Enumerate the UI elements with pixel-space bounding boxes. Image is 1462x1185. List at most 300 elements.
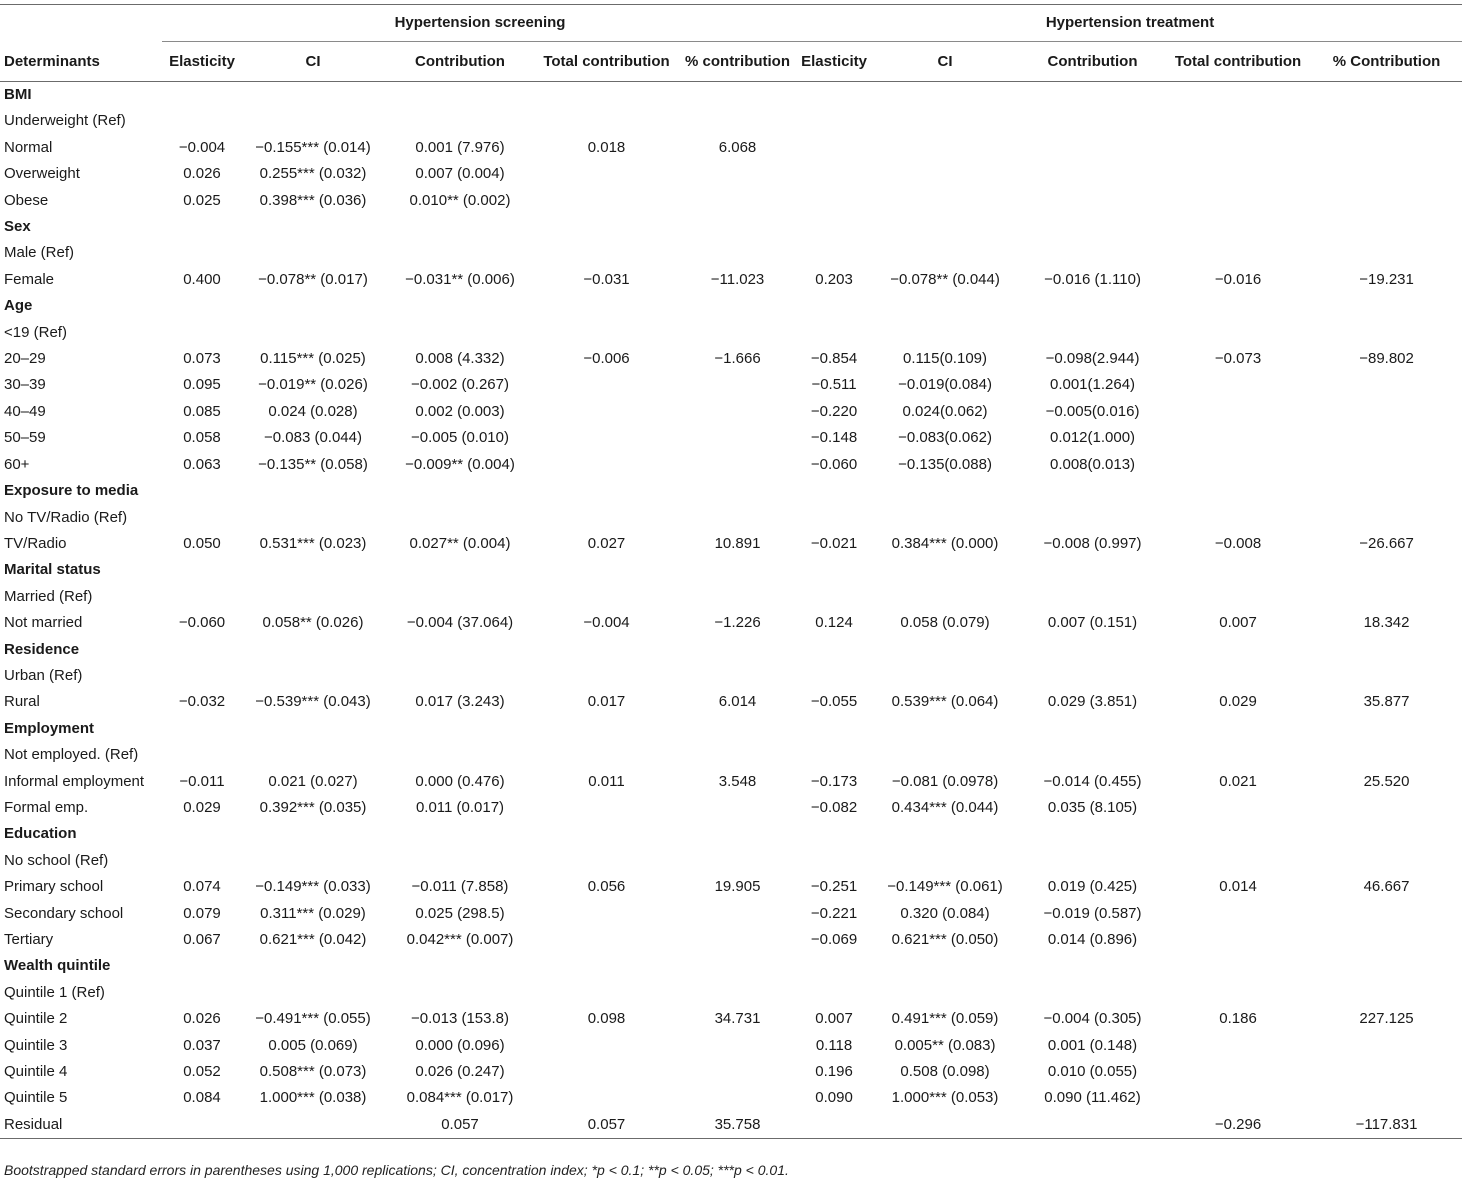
column-header: Contribution bbox=[384, 42, 536, 82]
table-cell: 0.084*** (0.017) bbox=[406, 1089, 514, 1107]
empty-cell bbox=[677, 821, 798, 847]
table-cell: 0.029 bbox=[183, 798, 221, 816]
table-cell bbox=[677, 505, 798, 531]
table-cell bbox=[384, 584, 536, 610]
table-row bbox=[0, 1112, 1462, 1139]
table-cell: −0.069 bbox=[810, 931, 858, 948]
table-cell bbox=[242, 848, 384, 874]
table-cell bbox=[384, 108, 536, 134]
table-row bbox=[0, 1085, 1462, 1111]
empty-cell bbox=[242, 557, 384, 583]
table-cell bbox=[162, 320, 242, 346]
table-cell: −0.006 bbox=[583, 350, 630, 368]
row-label: Urban (Ref) bbox=[4, 666, 83, 684]
table-cell bbox=[677, 108, 798, 134]
table-cell bbox=[677, 584, 798, 610]
table-cell bbox=[1020, 240, 1165, 266]
table-row bbox=[0, 1006, 1462, 1032]
table-cell bbox=[677, 1033, 798, 1059]
row-label: <19 (Ref) bbox=[4, 323, 67, 341]
table-cell: −0.005(0.016) bbox=[1045, 402, 1140, 420]
section-row bbox=[0, 557, 1462, 583]
table-cell: −0.491*** (0.055) bbox=[255, 1010, 371, 1028]
table-row bbox=[0, 267, 1462, 293]
table-cell bbox=[1020, 135, 1165, 161]
table-row bbox=[0, 610, 1462, 636]
table-cell bbox=[162, 584, 242, 610]
table-cell: 19.905 bbox=[714, 878, 761, 896]
empty-cell bbox=[798, 821, 870, 847]
row-label: Underweight (Ref) bbox=[4, 112, 126, 130]
table-cell bbox=[677, 240, 798, 266]
table-row bbox=[0, 346, 1462, 372]
table-cell bbox=[536, 795, 677, 821]
empty-cell bbox=[677, 637, 798, 663]
table-cell bbox=[384, 663, 536, 689]
table-row bbox=[0, 927, 1462, 953]
table-cell: −0.004 (37.064) bbox=[406, 614, 514, 632]
table-cell: 0.002 (0.003) bbox=[415, 402, 505, 420]
row-label: Overweight bbox=[4, 165, 80, 183]
table-cell: 0.115*** (0.025) bbox=[260, 350, 366, 368]
empty-cell bbox=[1165, 716, 1311, 742]
section-label: Education bbox=[4, 825, 77, 843]
table-cell bbox=[536, 980, 677, 1006]
table-cell: −0.011 bbox=[179, 772, 225, 790]
table-cell: 0.050 bbox=[183, 534, 221, 552]
table-cell bbox=[1020, 742, 1165, 768]
empty-cell bbox=[677, 953, 798, 979]
empty-cell bbox=[1165, 821, 1311, 847]
section-label: Wealth quintile bbox=[4, 957, 111, 975]
section-label: Age bbox=[4, 297, 33, 315]
table-cell bbox=[677, 795, 798, 821]
table-cell: 1.000*** (0.053) bbox=[891, 1089, 999, 1107]
empty-cell bbox=[536, 821, 677, 847]
table-cell: −0.004 (0.305) bbox=[1043, 1010, 1142, 1028]
table-cell bbox=[1165, 161, 1311, 187]
table-cell bbox=[1165, 399, 1311, 425]
table-cell bbox=[677, 399, 798, 425]
table-cell: 0.085 bbox=[183, 402, 221, 420]
empty-cell bbox=[536, 478, 677, 504]
table-cell bbox=[1020, 848, 1165, 874]
table-cell: −0.016 bbox=[1214, 270, 1262, 288]
table-cell: 0.073 bbox=[183, 350, 221, 368]
table-cell: 0.384*** (0.000) bbox=[891, 534, 999, 552]
empty-cell bbox=[798, 716, 870, 742]
table-cell bbox=[1165, 1033, 1311, 1059]
section-row bbox=[0, 953, 1462, 979]
table-cell: 46.667 bbox=[1363, 878, 1410, 896]
table-cell: −0.008 (0.997) bbox=[1043, 534, 1142, 552]
table-cell: −117.831 bbox=[1311, 1112, 1462, 1139]
empty-cell bbox=[1020, 637, 1165, 663]
empty-cell bbox=[870, 293, 1020, 319]
column-header: Determinants bbox=[0, 42, 162, 82]
empty-cell bbox=[1165, 214, 1311, 240]
table-cell bbox=[1311, 240, 1462, 266]
table-cell bbox=[536, 927, 677, 953]
column-header: Total contribution bbox=[1165, 42, 1311, 82]
table-cell bbox=[242, 584, 384, 610]
table-cell: 0.621*** (0.042) bbox=[259, 931, 367, 948]
empty-cell bbox=[1165, 293, 1311, 319]
empty-cell bbox=[870, 82, 1020, 109]
row-label: Male (Ref) bbox=[4, 244, 75, 262]
table-cell: −0.019** (0.026) bbox=[258, 376, 368, 394]
table-cell: −11.023 bbox=[710, 270, 765, 288]
table-cell: 0.026 bbox=[183, 165, 221, 183]
table-cell bbox=[1165, 452, 1311, 478]
table-cell: −0.060 bbox=[810, 455, 858, 473]
column-header: % Contribution bbox=[1311, 42, 1462, 82]
table-cell bbox=[242, 108, 384, 134]
table-cell: −0.098(2.944) bbox=[1045, 350, 1140, 368]
row-label: Quintile 2 bbox=[4, 1010, 68, 1028]
table-cell bbox=[242, 240, 384, 266]
table-cell: −26.667 bbox=[1359, 534, 1414, 552]
table-cell bbox=[870, 135, 1020, 161]
table-cell bbox=[162, 1112, 242, 1139]
empty-cell bbox=[870, 214, 1020, 240]
table-cell: −0.078** (0.044) bbox=[890, 270, 1000, 288]
empty-cell bbox=[536, 637, 677, 663]
table-cell bbox=[677, 1059, 798, 1085]
table-cell bbox=[162, 108, 242, 134]
empty-cell bbox=[242, 478, 384, 504]
table-cell: −0.073 bbox=[1214, 350, 1262, 368]
table-cell bbox=[536, 848, 677, 874]
table-cell bbox=[798, 505, 870, 531]
table-cell: −0.251 bbox=[810, 878, 858, 896]
section-label: Residence bbox=[4, 640, 80, 658]
empty-cell bbox=[384, 821, 536, 847]
empty-cell bbox=[1311, 637, 1462, 663]
table-cell bbox=[1165, 848, 1311, 874]
table-cell: 3.548 bbox=[718, 772, 757, 790]
table-cell bbox=[798, 161, 870, 187]
table-cell: −0.081 (0.0978) bbox=[891, 772, 999, 790]
header-group-row bbox=[0, 5, 1462, 42]
table-cell bbox=[677, 161, 798, 187]
empty-cell bbox=[162, 821, 242, 847]
table-cell bbox=[1165, 188, 1311, 214]
table-cell: 0.508 (0.098) bbox=[900, 1063, 990, 1081]
table-cell bbox=[798, 188, 870, 214]
table-cell: −0.220 bbox=[810, 402, 858, 420]
table-row bbox=[0, 505, 1462, 531]
table-cell: 0.008 (4.332) bbox=[415, 350, 505, 368]
empty-cell bbox=[162, 637, 242, 663]
table-cell bbox=[536, 1085, 677, 1111]
table-cell: −0.055 bbox=[810, 693, 858, 711]
table-cell: −0.019(0.084) bbox=[898, 376, 992, 394]
table-cell bbox=[1311, 1033, 1462, 1059]
table-cell bbox=[798, 135, 870, 161]
table-cell bbox=[798, 108, 870, 134]
column-header: Total contribution bbox=[536, 42, 677, 82]
table-cell bbox=[536, 320, 677, 346]
empty-cell bbox=[384, 637, 536, 663]
table-cell: 0.057 bbox=[384, 1112, 536, 1139]
table-cell bbox=[1311, 742, 1462, 768]
section-label: Employment bbox=[4, 719, 95, 737]
table-cell bbox=[1311, 795, 1462, 821]
table-cell: −0.005 (0.010) bbox=[411, 429, 509, 447]
table-cell bbox=[242, 742, 384, 768]
table-cell: 0.090 bbox=[815, 1089, 853, 1107]
table-cell: 0.095 bbox=[183, 376, 221, 394]
table-cell: 0.621*** (0.050) bbox=[891, 931, 999, 948]
table-cell: 0.058 (0.079) bbox=[900, 614, 990, 632]
empty-cell bbox=[677, 557, 798, 583]
table-cell: −0.013 (153.8) bbox=[411, 1010, 509, 1028]
empty-cell bbox=[384, 82, 536, 109]
table-row bbox=[0, 848, 1462, 874]
empty-cell bbox=[798, 953, 870, 979]
table-cell bbox=[677, 742, 798, 768]
table-cell: 0.398*** (0.036) bbox=[259, 191, 367, 209]
table-cell: 18.342 bbox=[1363, 614, 1410, 632]
table-cell: −0.511 bbox=[811, 376, 857, 394]
table-cell: 0.027 bbox=[587, 534, 626, 552]
table-cell: 0.025 bbox=[183, 191, 221, 209]
table-row bbox=[0, 742, 1462, 768]
table-cell bbox=[384, 240, 536, 266]
table-cell: 0.508*** (0.073) bbox=[259, 1063, 367, 1081]
table-cell bbox=[1020, 1112, 1165, 1139]
table-cell bbox=[1165, 980, 1311, 1006]
table-row bbox=[0, 689, 1462, 715]
table-cell bbox=[242, 1112, 384, 1139]
table-cell: 0.124 bbox=[815, 614, 853, 632]
table-cell: −0.539*** (0.043) bbox=[255, 693, 371, 711]
empty-cell bbox=[536, 82, 677, 109]
table-cell bbox=[1311, 320, 1462, 346]
table-row bbox=[0, 1059, 1462, 1085]
column-header: CI bbox=[242, 42, 384, 82]
table-cell: 0.057 bbox=[536, 1112, 677, 1139]
table-cell: −0.016 (1.110) bbox=[1044, 270, 1141, 288]
table-cell: 0.017 (3.243) bbox=[415, 693, 505, 711]
table-cell: −0.854 bbox=[810, 350, 858, 368]
table-cell bbox=[1165, 135, 1311, 161]
header-column-row bbox=[0, 42, 1462, 82]
table-cell bbox=[242, 320, 384, 346]
table-cell: −0.148 bbox=[810, 429, 858, 447]
table-cell bbox=[1165, 1059, 1311, 1085]
table-cell: 10.891 bbox=[714, 534, 761, 552]
table-cell bbox=[536, 108, 677, 134]
table-cell: 0.010** (0.002) bbox=[409, 191, 511, 209]
table-cell bbox=[536, 742, 677, 768]
table-cell: 0.018 bbox=[587, 138, 626, 156]
table-cell: −0.014 (0.455) bbox=[1043, 772, 1142, 790]
table-cell bbox=[1165, 320, 1311, 346]
empty-cell bbox=[1311, 821, 1462, 847]
table-cell bbox=[1311, 188, 1462, 214]
table-cell bbox=[1020, 188, 1165, 214]
table-cell bbox=[162, 240, 242, 266]
table-cell: −0.221 bbox=[810, 904, 858, 922]
table-cell bbox=[798, 980, 870, 1006]
table-cell bbox=[1311, 927, 1462, 953]
row-label: Not employed. (Ref) bbox=[4, 746, 139, 764]
table-cell: 0.311*** (0.029) bbox=[260, 904, 366, 922]
empty-cell bbox=[384, 716, 536, 742]
row-label: 30–39 bbox=[4, 376, 46, 394]
row-label: TV/Radio bbox=[4, 534, 67, 552]
empty-cell bbox=[870, 478, 1020, 504]
table-cell bbox=[1165, 240, 1311, 266]
table-cell bbox=[242, 663, 384, 689]
table-cell bbox=[1311, 399, 1462, 425]
empty-cell bbox=[798, 214, 870, 240]
empty-cell bbox=[1165, 478, 1311, 504]
table-cell bbox=[1020, 161, 1165, 187]
table-cell bbox=[1165, 742, 1311, 768]
table-cell bbox=[1311, 1059, 1462, 1085]
table-cell: −0.032 bbox=[178, 693, 226, 711]
empty-cell bbox=[242, 716, 384, 742]
table-cell: 25.520 bbox=[1363, 772, 1410, 790]
empty-cell bbox=[242, 214, 384, 240]
table-cell: 227.125 bbox=[1359, 1010, 1414, 1028]
table-cell: 0.079 bbox=[183, 904, 221, 922]
table-cell: 0.024(0.062) bbox=[902, 402, 988, 420]
empty-cell bbox=[1311, 82, 1462, 109]
table-cell bbox=[1311, 161, 1462, 187]
table-cell bbox=[536, 399, 677, 425]
table-cell bbox=[384, 980, 536, 1006]
empty-cell bbox=[242, 953, 384, 979]
table-cell: 0.001(1.264) bbox=[1049, 376, 1136, 394]
decomposition-table bbox=[0, 4, 1462, 1139]
table-cell: −0.135** (0.058) bbox=[258, 455, 368, 473]
table-cell: 0.026 bbox=[183, 1010, 221, 1028]
table-cell bbox=[677, 1085, 798, 1111]
table-cell: −0.031** (0.006) bbox=[405, 270, 515, 288]
table-cell: 0.491*** (0.059) bbox=[891, 1010, 999, 1028]
table-cell bbox=[536, 505, 677, 531]
table-cell: 0.005 (0.069) bbox=[268, 1036, 358, 1054]
table-cell: 0.531*** (0.023) bbox=[259, 534, 367, 552]
table-cell: −0.078** (0.017) bbox=[258, 270, 368, 288]
section-row bbox=[0, 821, 1462, 847]
empty-cell bbox=[242, 293, 384, 319]
table-cell bbox=[1020, 584, 1165, 610]
table-cell bbox=[1165, 901, 1311, 927]
table-cell bbox=[1165, 663, 1311, 689]
table-cell bbox=[677, 901, 798, 927]
table-cell: 0.037 bbox=[183, 1036, 221, 1054]
empty-cell bbox=[536, 293, 677, 319]
table-cell: 0.320 (0.084) bbox=[900, 904, 990, 922]
table-cell bbox=[1165, 927, 1311, 953]
table-cell: 0.001 (7.976) bbox=[415, 138, 505, 156]
table-row bbox=[0, 584, 1462, 610]
empty-cell bbox=[1165, 637, 1311, 663]
table-cell bbox=[798, 663, 870, 689]
empty-cell bbox=[384, 293, 536, 319]
table-cell: −0.004 bbox=[583, 614, 630, 632]
table-cell: 0.186 bbox=[1219, 1010, 1257, 1028]
table-cell bbox=[798, 320, 870, 346]
table-cell: 1.000*** (0.038) bbox=[259, 1089, 367, 1107]
row-label: Primary school bbox=[4, 878, 104, 896]
table-row bbox=[0, 980, 1462, 1006]
table-cell: 0.058** (0.026) bbox=[262, 614, 364, 632]
table-cell: 0.392*** (0.035) bbox=[259, 798, 367, 816]
table-cell bbox=[384, 742, 536, 768]
table-cell: 0.056 bbox=[587, 878, 626, 896]
table-row bbox=[0, 452, 1462, 478]
table-cell bbox=[1165, 108, 1311, 134]
table-cell bbox=[870, 584, 1020, 610]
empty-cell bbox=[1311, 478, 1462, 504]
table-cell bbox=[870, 742, 1020, 768]
table-cell bbox=[677, 980, 798, 1006]
table-cell: 0.014 bbox=[1219, 878, 1257, 896]
table-row bbox=[0, 425, 1462, 451]
section-label: Exposure to media bbox=[4, 482, 139, 500]
row-label: Normal bbox=[4, 138, 53, 156]
table-cell: 0.025 (298.5) bbox=[415, 904, 505, 922]
table-cell bbox=[677, 372, 798, 398]
empty-cell bbox=[162, 953, 242, 979]
row-label: 40–49 bbox=[4, 402, 46, 420]
table-cell bbox=[1311, 663, 1462, 689]
table-cell: 0.000 (0.476) bbox=[415, 772, 505, 790]
table-cell: −0.004 bbox=[178, 138, 226, 156]
table-cell bbox=[870, 1112, 1020, 1139]
empty-cell bbox=[1020, 293, 1165, 319]
table-cell bbox=[677, 188, 798, 214]
table-row bbox=[0, 372, 1462, 398]
row-label: Rural bbox=[4, 693, 40, 711]
section-label: Sex bbox=[4, 218, 31, 236]
table-row bbox=[0, 901, 1462, 927]
empty-cell bbox=[1311, 293, 1462, 319]
table-cell: 0.000 (0.096) bbox=[415, 1036, 505, 1054]
empty-cell bbox=[1020, 214, 1165, 240]
table-cell bbox=[1165, 795, 1311, 821]
table-cell bbox=[536, 663, 677, 689]
table-row bbox=[0, 399, 1462, 425]
table-row bbox=[0, 108, 1462, 134]
table-cell: 0.024 (0.028) bbox=[268, 402, 358, 420]
section-row bbox=[0, 214, 1462, 240]
empty-cell bbox=[1020, 82, 1165, 109]
empty-cell bbox=[798, 478, 870, 504]
table-cell bbox=[1311, 584, 1462, 610]
table-row bbox=[0, 1033, 1462, 1059]
column-header: % contribution bbox=[677, 42, 798, 82]
row-label: Quintile 1 (Ref) bbox=[4, 983, 105, 1001]
table-cell: −0.031 bbox=[583, 270, 630, 288]
table-cell: −0.011 (7.858) bbox=[411, 878, 509, 896]
empty-cell bbox=[162, 82, 242, 109]
table-cell bbox=[677, 425, 798, 451]
column-header: Elasticity bbox=[798, 42, 870, 82]
table-cell: 0.021 bbox=[1219, 772, 1257, 790]
empty-cell bbox=[1020, 557, 1165, 583]
table-cell: 35.877 bbox=[1363, 693, 1410, 711]
table-cell: 0.098 bbox=[587, 1010, 626, 1028]
row-label: Quintile 3 bbox=[4, 1036, 68, 1054]
table-cell: −89.802 bbox=[1359, 350, 1414, 368]
